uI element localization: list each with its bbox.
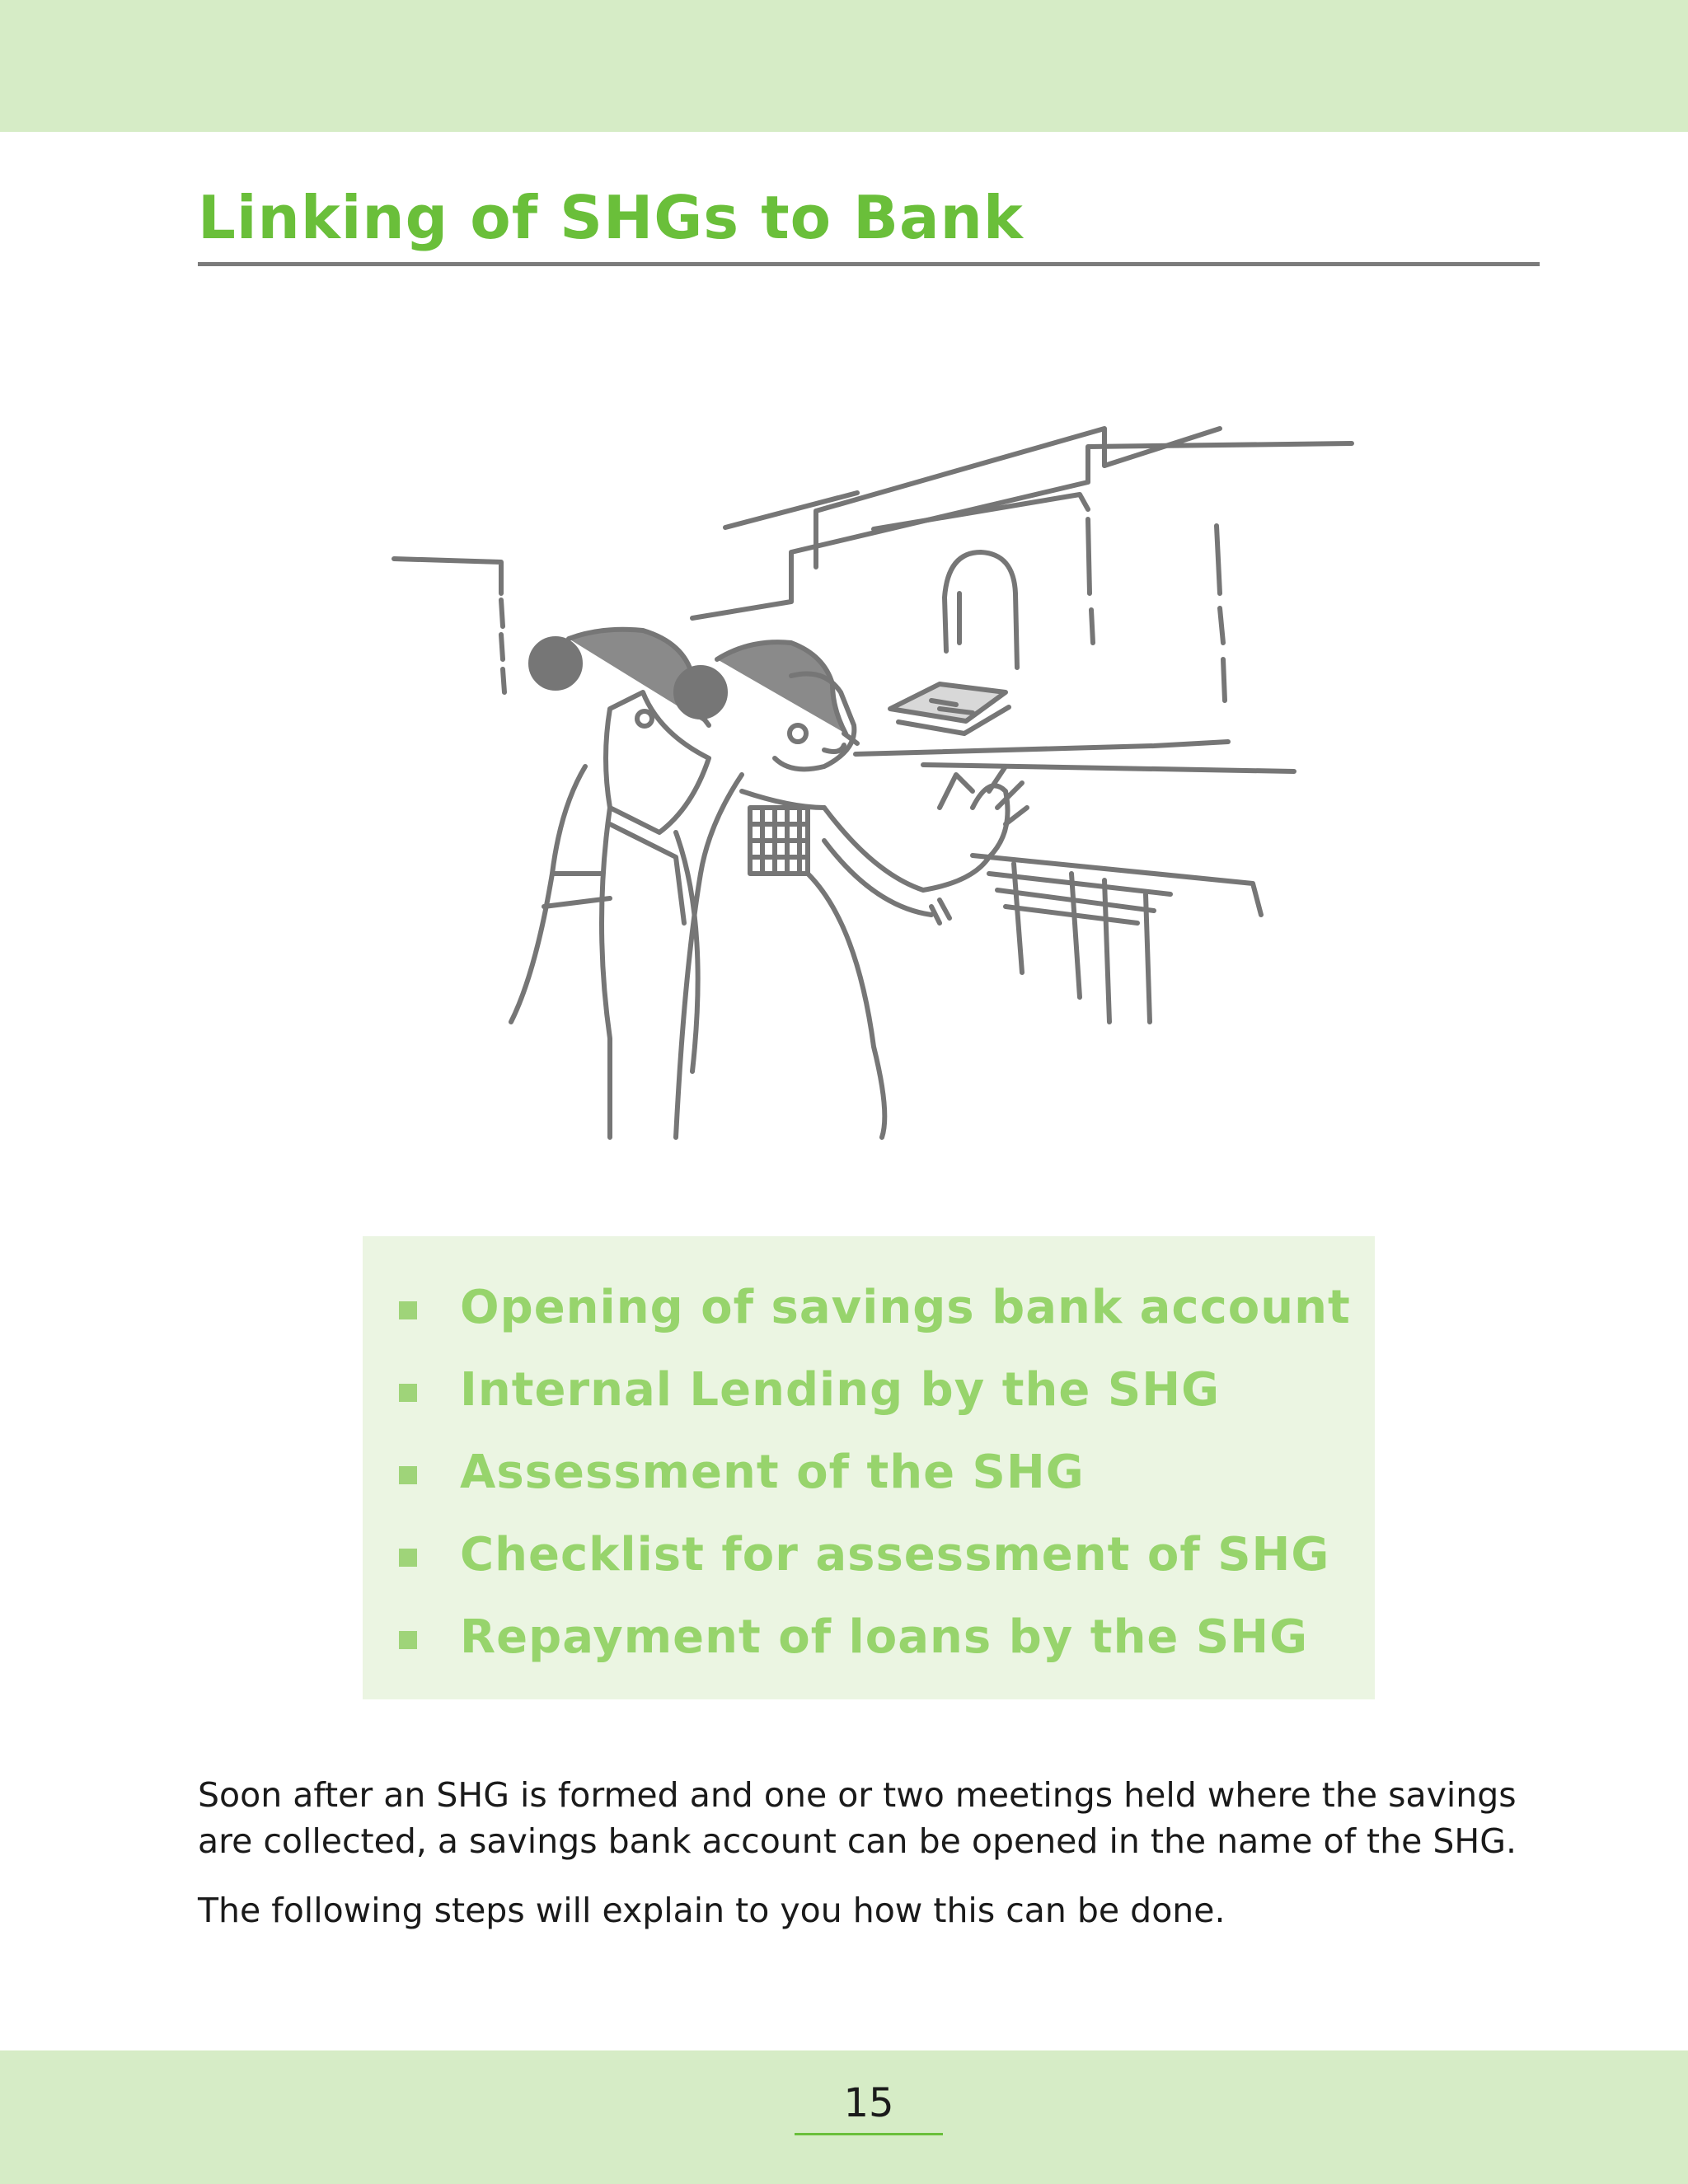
square-bullet-icon (399, 1384, 417, 1402)
body-paragraph: Soon after an SHG is formed and one or two meetings held where the savings are collected, a savings bank account can be opened in the name of the SHG. (198, 1775, 1517, 1861)
topic-item (399, 1513, 1351, 1596)
top-band (0, 0, 1688, 132)
topic-text: Assessment of the SHG (460, 1445, 1085, 1499)
topic-text: Opening of savings bank account (460, 1280, 1351, 1334)
topic-text: Internal Lending by the SHG (460, 1362, 1221, 1417)
page-number: 15 (843, 2080, 894, 2126)
body-text (198, 1772, 1550, 1957)
square-bullet-icon (399, 1631, 417, 1649)
topics-box (363, 1236, 1375, 1699)
square-bullet-icon (399, 1549, 417, 1567)
topics-list (399, 1266, 1351, 1678)
square-bullet-icon (399, 1301, 417, 1319)
page-title: Linking of SHGs to Bank (198, 183, 1024, 252)
topic-item (399, 1596, 1351, 1678)
square-bullet-icon (399, 1466, 417, 1484)
illustration-two-women-at-bank-counter (363, 346, 1385, 1154)
topic-item (399, 1266, 1351, 1348)
page-number-rule (795, 2133, 943, 2135)
topic-text: Checklist for assessment of SHG (460, 1527, 1330, 1582)
title-rule (198, 262, 1540, 266)
topic-item (399, 1431, 1351, 1513)
body-paragraph: The following steps will explain to you how this can be done. (198, 1891, 1226, 1930)
topic-item (399, 1348, 1351, 1431)
topic-text: Repayment of loans by the SHG (460, 1610, 1309, 1664)
